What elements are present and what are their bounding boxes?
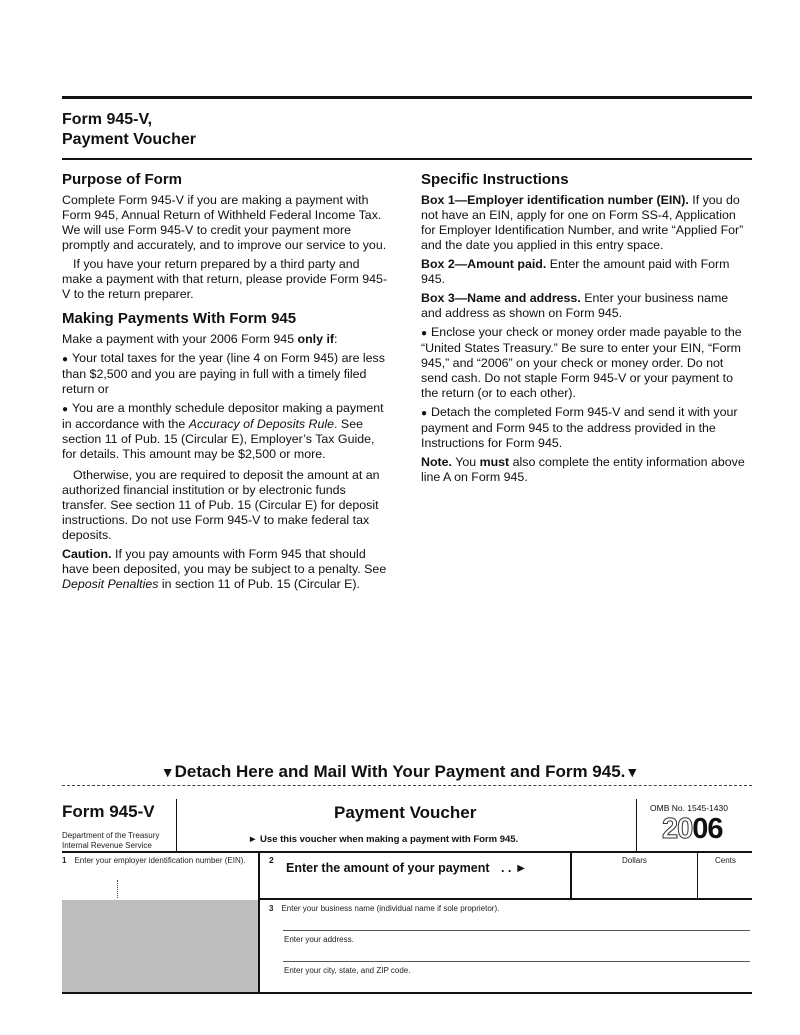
omb-number: OMB No. 1545-1430 [650,803,728,813]
tax-year: 2006 [662,813,723,845]
page-title [62,110,196,150]
specific-instructions-heading: Specific Instructions [421,171,569,188]
note-paragraph: Note. You must also complete the entity information above line A on Form 945. [421,455,745,484]
left-column [62,171,390,596]
address-field[interactable] [283,945,750,960]
making-payments-intro: Make a payment with your 2006 Form 945 only if: [62,332,338,346]
voucher-bottom-rule [62,992,752,994]
box2-paragraph: Box 2—Amount paid. Enter the amount paid with Form 945. [421,257,730,286]
business-name-line [283,930,750,931]
voucher-header-rule [62,851,752,853]
voucher-form-name: Form 945-V [62,802,155,821]
purpose-heading: Purpose of Form [62,171,183,188]
making-payments-heading: Making Payments With Form 945 [62,310,297,327]
making-bullet-1: ● Your total taxes for the year (line 4 on Form 945) are less than $2,500 and you are paying in full with a timely filed return or [62,351,390,397]
voucher-title: Payment Voucher [334,803,477,822]
triangle-down-icon: ▼ [160,764,175,780]
voucher-instruction: ► Use this voucher when making a payment with Form 945. [248,834,519,845]
arrow-right-icon: ► [248,834,258,845]
purpose-paragraph-2: If you have your return prepared by a third party and make a payment with that return, please provide Form 945-V to the return preparer. [62,257,388,301]
line2-bottom-rule [259,898,752,900]
title-line-2: Payment Voucher [62,131,196,148]
amount-cents-field[interactable] [699,866,751,898]
address-label: Enter your address. [284,935,354,944]
detach-heading [0,762,800,782]
purpose-paragraph-1: Complete Form 945-V if you are making a payment with Form 945, Annual Return of Withheld Federal Income Tax. We will use Form 945-V to credit your payment more promptly and accurately, and to improve our service to you. [62,193,387,252]
cut-line [62,785,752,786]
cents-label: Cents [715,856,736,865]
detach-text: Detach Here and Mail With Your Payment and Form 945. [174,762,626,781]
otherwise-paragraph: Otherwise, you are required to deposit the amount at an authorized financial institution or by electronic funds transfer. See section 11 of Pub. 15 (Circular E) for deposit instructions. Do not use Form 945-V to make federal tax deposits. [62,468,380,542]
making-bullet-2: ● You are a monthly schedule depositor making a payment in accordance with the Accuracy of Deposits Rule. See section 11 of Pub. 15 (Circular E), Employer’s Tax Guide, for details. This amount may be $2,500 or more. [62,401,390,462]
voucher-department: Department of the Treasury Internal Revenue Service [62,831,160,850]
line3-label: 3 Enter your business name (individual name if sole proprietor). [269,904,500,913]
voucher-left-divider [176,799,177,851]
amount-dollars-field[interactable] [572,866,696,898]
title-line-1: Form 945-V, [62,111,153,128]
box3-paragraph: Box 3—Name and address. Enter your business name and address as shown on Form 945. [421,291,729,320]
city-state-zip-label: Enter your city, state, and ZIP code. [284,966,411,975]
caution-paragraph: Caution. If you pay amounts with Form 945 that should have been deposited, you may be subject to a penalty. See Deposit Penalties in section 11 of Pub. 15 (Circular E). [62,547,387,591]
ein-dotted-separator [117,880,118,898]
arrow-right-icon: ► [514,861,528,875]
line2-number: 2 [269,855,274,865]
instructions-bullet-1: ● Enclose your check or money order made payable to the “United States Treasury.” Be sure to enter your EIN, “Form 945,” and “2006” on your check or money order. Do not send cash. Do not staple Form 945-V or your payment to the return (or to each other). [421,325,751,401]
address-line [283,961,750,962]
voucher-omb-divider [636,799,637,851]
triangle-down-icon: ▼ [625,764,640,780]
voucher-box1-divider [258,851,260,993]
dollars-label: Dollars [622,856,647,865]
business-name-field[interactable] [283,914,750,930]
cents-divider [697,851,698,899]
instructions-bullet-2: ● Detach the completed Form 945-V and send it with your payment and Form 945 to the address provided in the Instructions for Form 945. [421,405,751,451]
city-state-zip-field[interactable] [283,976,750,991]
box1-paragraph: Box 1—Employer identification number (EIN). If you do not have an EIN, apply for one on Form SS-4, Application for Employer Identification Number, and write “Applied For” and the date you applied in this entry space. [421,193,744,252]
top-rule [62,96,752,99]
line2-label: Enter the amount of your payment . . ► [286,861,528,875]
header-bottom-rule [62,158,752,160]
right-column [421,171,751,489]
shaded-area [62,900,258,992]
ein-field[interactable] [62,866,258,899]
line1-label: 1 Enter your employer identification number (EIN). [62,856,246,865]
